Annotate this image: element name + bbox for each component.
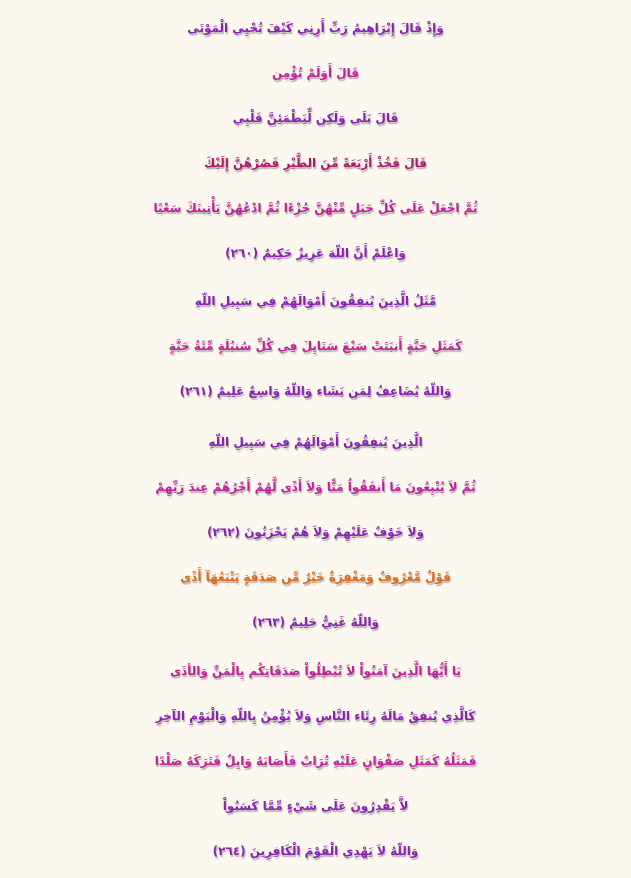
verse-line-3: قَالَ بَلَى وَلَكِن لِّيَطْمَئِنَّ قَلْبِي (232, 111, 399, 125)
verse-line-1: وَإِذْ قَالَ إِبْرَاهِيمُ رَبِّ أَرِنِي كَيْفَ تُحْيِي الْمَوْتَى (187, 21, 444, 35)
verse-line-14: وَاللّهُ غَنِيٌّ حَلِيمٌ (٢٦٣) (252, 615, 379, 629)
verse-line-19: وَاللّهُ لاَ يَهْدِي الْقَوْمَ الْكَافِرِينَ (٢٦٤) (212, 844, 419, 858)
verse-line-10: الَّذِينَ يُنفِقُونَ أَمْوَالَهُمْ فِي سَبِيلِ اللّهِ (208, 435, 423, 449)
verse-line-17: فَمَثَلُهُ كَمَثَلِ صَفْوَانٍ عَلَيْهِ تُرَابٌ فَأَصَابَهُ وَابِلٌ فَتَرَكَهُ صَلْدًا (154, 754, 477, 768)
verse-line-11: ثُمَّ لاَ يُتْبِعُونَ مَا أَنفَقُواُ مَنًّا وَلاَ أَذًى لَّهُمْ أَجْرُهُمْ عِندَ رَبِّهِمْ (155, 480, 476, 494)
verse-line-15: يَا أَيُّهَا الَّذِينَ آمَنُواْ لاَ تُبْطِلُواْ صَدَقَاتِكُم بِالْمَنِّ وَالأذَى (170, 664, 461, 678)
verse-line-5: ثُمَّ اجْعَلْ عَلَى كُلِّ جَبَلٍ مِّنْهُنَّ جُزْءًا ثُمَّ ادْعُهُنَّ يَأْتِينَكَ سَعْيًا (153, 201, 478, 215)
verse-line-9: وَاللّهُ يُضَاعِفُ لِمَن يَشَاء وَاللّهُ وَاسِعٌ عَلِيمٌ (٢٦١) (179, 384, 452, 398)
verse-line-4: قَالَ فَخُذْ أَرْبَعَةً مِّنَ الطَّيْرِ فَصُرْهُنَّ إِلَيْكَ (204, 156, 427, 170)
verse-line-8: كَمَثَلِ حَبَّةٍ أَنبَتَتْ سَبْعَ سَنَابِلَ فِي كُلِّ سُنبُلَةٍ مِّئَةُ حَبَّةٍ (168, 339, 463, 353)
verse-line-13: قَوْلٌ مَّعْرُوفٌ وَمَغْفِرَةٌ خَيْرٌ مِّن صَدَقَةٍ يَتْبَعُهَآ أَذًى (180, 570, 451, 584)
verse-line-6: وَاعْلَمْ أَنَّ اللّهَ عَزِيزٌ حَكِيمٌ (٢٦٠) (225, 246, 406, 260)
verse-line-12: وَلاَ خَوْفٌ عَلَيْهِمْ وَلاَ هُمْ يَحْزَنُونَ (٢٦٢) (207, 525, 424, 539)
verse-line-2: قَالَ أَوَلَمْ تُؤْمِن (272, 66, 359, 80)
verse-line-16: كَالَّذِي يُنفِقُ مَالَهُ رِئَاء النَّاسِ وَلاَ يُؤْمِنُ بِاللّهِ وَالْيَوْمِ الآخِرِ (155, 709, 476, 723)
verse-line-18: لاَّ يَقْدِرُونَ عَلَى شَيْءٍ مِّمَّا كَسَبُواْ (222, 799, 409, 813)
verse-line-7: مَّثَلُ الَّذِينَ يُنفِقُونَ أَمْوَالَهُمْ فِي سَبِيلِ اللّهِ (194, 294, 437, 308)
